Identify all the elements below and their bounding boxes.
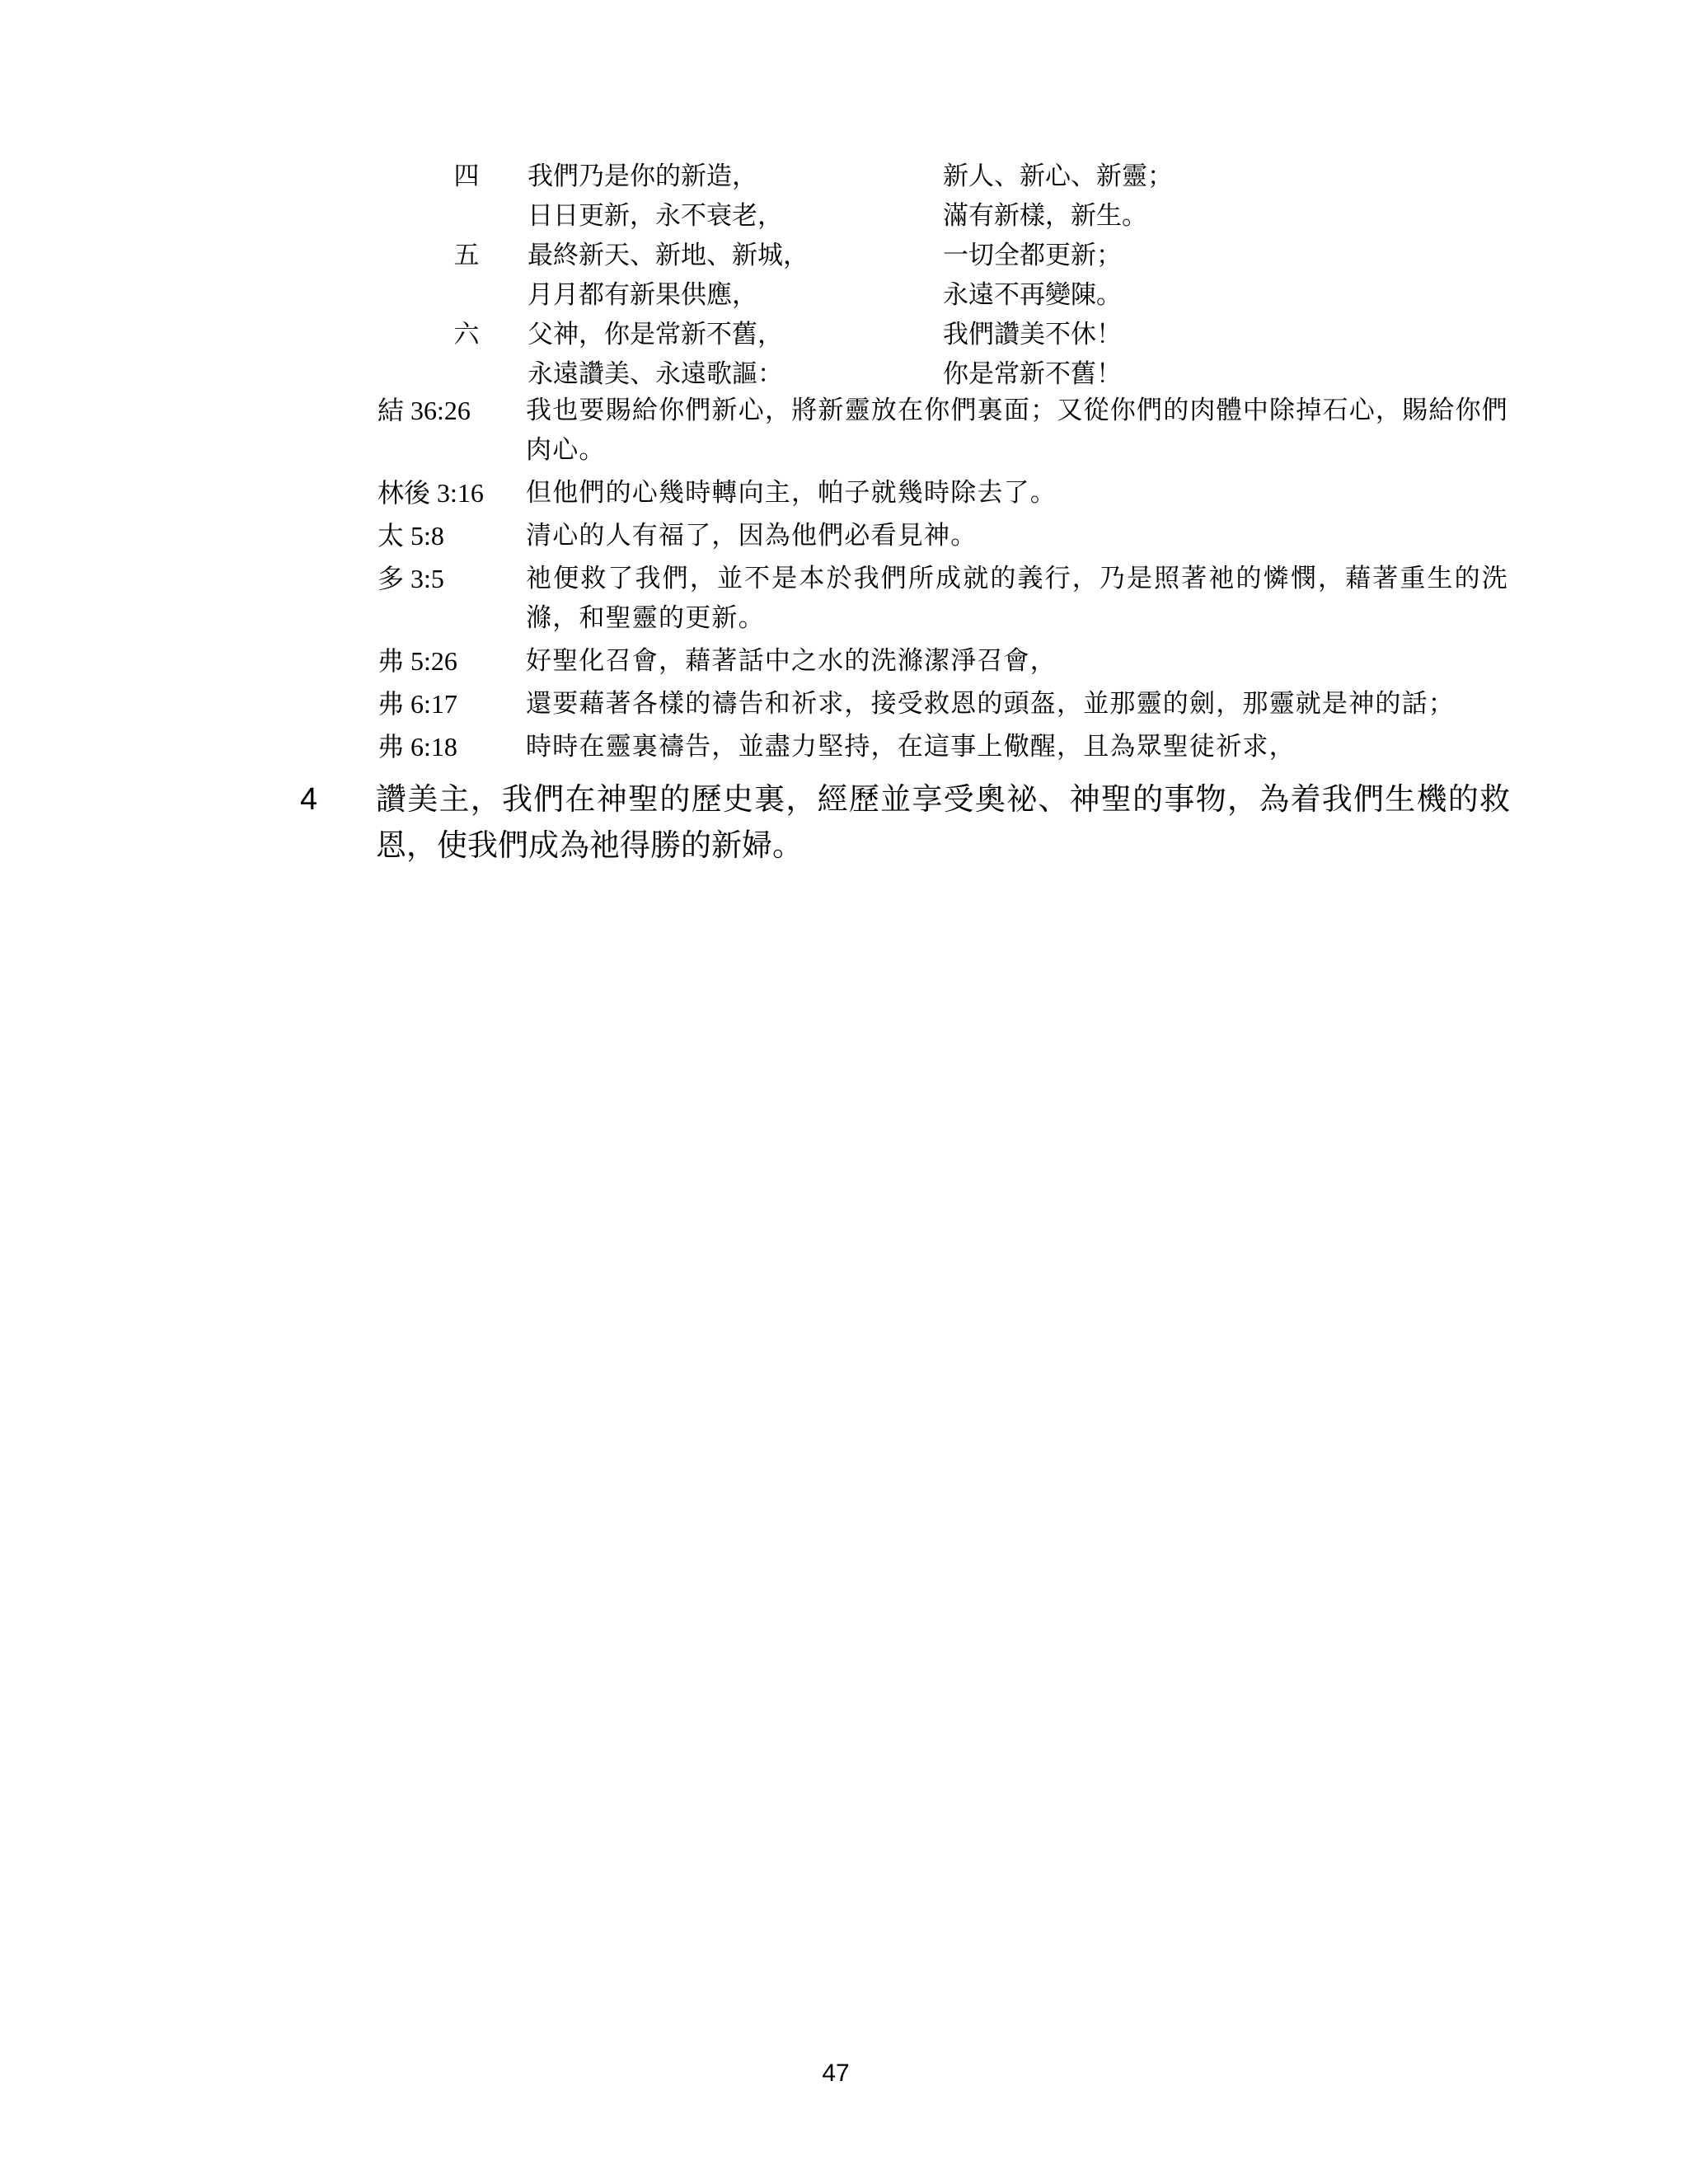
hymn-line [0,315,1688,354]
hymn-line-second-half: 永遠不再變陳。 [943,280,1122,310]
hymn-line-second-half: 新人、新心、新靈； [943,162,1173,191]
verse-reference: 弗 5:26 [377,646,457,676]
hymn-stanzas [0,157,1688,394]
hymn-line-first-half: 永遠讚美、永遠歌謳： [528,359,783,389]
verse-item [0,641,1688,681]
verse-reference: 林後 3:16 [377,478,484,508]
hymn-line [0,275,1688,315]
point-number: 4 [300,782,318,817]
point-text: 讚美主，我們在神聖的歷史裏，經歷並享受奧祕、神聖的事物，為着我們生機的救恩，使我們成為祂得勝的新婦。 [376,781,1510,863]
outline-point [0,776,1688,869]
verse-references [0,391,1688,770]
stanza-number: 四 [453,162,480,191]
hymn-line-second-half: 我們讚美不休！ [943,320,1122,349]
verse-text: 但他們的心幾時轉向主，帕子就幾時除去了。 [526,478,1057,508]
hymn-line-second-half: 滿有新樣，新生。 [943,201,1147,231]
verse-text: 我也要賜給你們新心，將新靈放在你們裏面；又從你們的肉體中除掉石心，賜給你們肉心。 [526,396,1508,465]
verse-reference: 多 3:5 [377,564,444,593]
verse-reference: 結 36:26 [377,396,471,425]
hymn-line-first-half: 最終新天、新地、新城， [528,241,809,270]
hymn-line-first-half: 日日更新，永不衰老， [528,201,783,231]
verse-item [0,473,1688,513]
stanza-number: 五 [453,241,480,270]
verse-reference: 太 5:8 [377,521,444,551]
verse-item [0,391,1688,470]
stanza-number: 六 [453,320,480,349]
hymn-line-first-half: 父神，你是常新不舊， [528,320,783,349]
hymn-line [0,354,1688,394]
hymn-line [0,157,1688,196]
verse-text: 時時在靈裏禱告，並盡力堅持，在這事上儆醒，且為眾聖徒祈求， [526,732,1296,762]
hymn-line-second-half: 一切全都更新； [943,241,1122,270]
hymn-line-second-half: 你是常新不舊！ [943,359,1122,389]
verse-text: 還要藉著各樣的禱告和祈求，接受救恩的頭盔，並那靈的劍，那靈就是神的話； [526,689,1455,719]
hymn-line [0,196,1688,236]
verse-item [0,516,1688,555]
verse-item [0,727,1688,766]
verse-reference: 弗 6:17 [377,689,457,719]
hymn-line-first-half: 我們乃是你的新造， [528,162,757,191]
verse-text: 好聖化召會，藉著話中之水的洗滌潔淨召會， [526,646,1057,676]
verse-text: 祂便救了我們，並不是本於我們所成就的義行，乃是照著祂的憐憫，藉著重生的洗滌，和聖靈的更新。 [526,564,1508,633]
hymn-line-first-half: 月月都有新果供應， [528,280,757,310]
page-number: 47 [822,2060,850,2087]
hymn-line [0,236,1688,275]
verse-reference: 弗 6:18 [377,732,457,762]
verse-item [0,684,1688,724]
verse-item [0,559,1688,638]
verse-text: 清心的人有福了，因為他們必看見神。 [526,521,978,551]
